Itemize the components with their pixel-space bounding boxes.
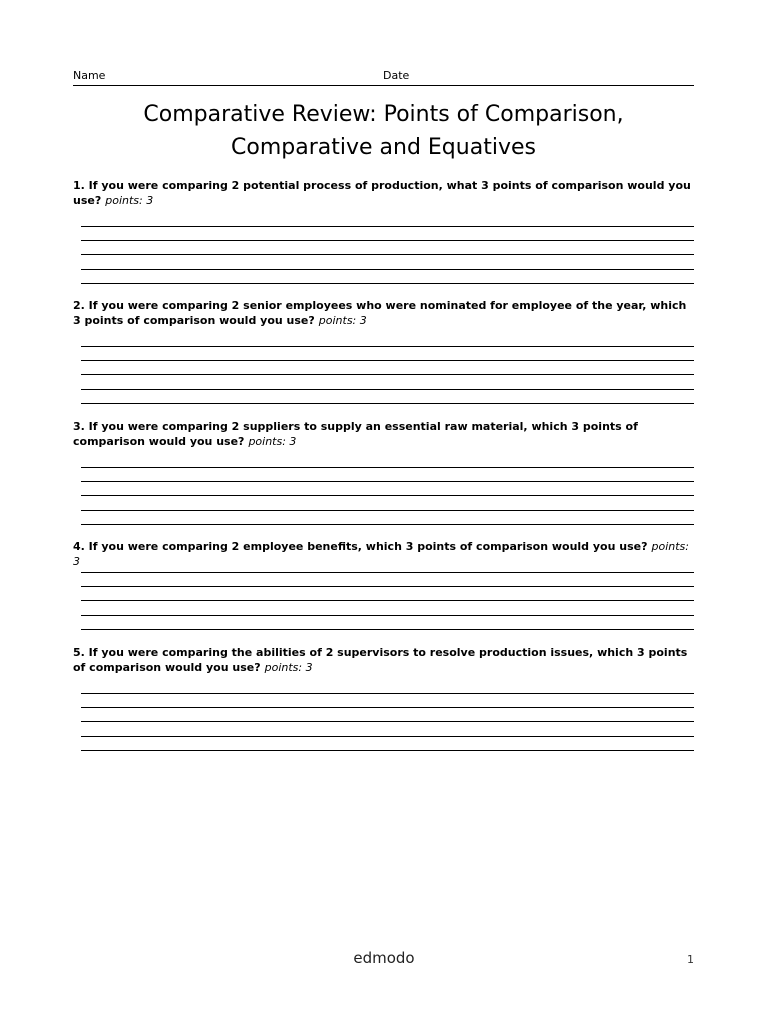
question-text: 4. If you were comparing 2 employee benefits, which 3 points of comparison would you use? points: 3 — [73, 540, 689, 568]
answer-line[interactable] — [81, 467, 694, 468]
answer-line[interactable] — [81, 707, 694, 708]
answer-line[interactable] — [81, 586, 694, 587]
points-label: points: 3 — [73, 540, 689, 568]
answer-line[interactable] — [81, 374, 694, 375]
edmodo-logo: edmodo — [353, 949, 415, 967]
points-label: points: 3 — [264, 661, 313, 674]
answer-line[interactable] — [81, 283, 694, 284]
answer-line[interactable] — [81, 524, 694, 525]
answer-line[interactable] — [81, 721, 694, 722]
question-2 — [73, 298, 694, 328]
points-label: points: 3 — [248, 435, 297, 448]
answer-line[interactable] — [81, 693, 694, 694]
answer-line[interactable] — [81, 346, 694, 347]
answer-line[interactable] — [81, 389, 694, 390]
page-number: 1 — [687, 953, 694, 966]
question-5 — [73, 645, 694, 675]
points-label: points: 3 — [105, 194, 154, 207]
answer-line[interactable] — [81, 629, 694, 630]
question-text: 5. If you were comparing the abilities of 2 supervisors to resolve production issues, which 3 points of comparison would you use? points: 3 — [73, 646, 688, 674]
answer-line[interactable] — [81, 481, 694, 482]
name-label: Name — [73, 69, 106, 82]
points-label: points: 3 — [318, 314, 367, 327]
question-text: 3. If you were comparing 2 suppliers to supply an essential raw material, which 3 points of comparison would you use? points: 3 — [73, 420, 638, 448]
answer-line[interactable] — [81, 510, 694, 511]
answer-line[interactable] — [81, 254, 694, 255]
name-date-header — [73, 69, 694, 86]
answer-line[interactable] — [81, 615, 694, 616]
answer-line[interactable] — [81, 240, 694, 241]
answer-line[interactable] — [81, 495, 694, 496]
title-line-2: Comparative and Equatives — [231, 135, 536, 160]
answer-line[interactable] — [81, 736, 694, 737]
question-4 — [73, 539, 694, 569]
answer-line[interactable] — [81, 600, 694, 601]
answer-line[interactable] — [81, 572, 694, 573]
title-line-1: Comparative Review: Points of Comparison, — [143, 102, 624, 127]
question-1 — [73, 178, 694, 208]
page-title — [73, 98, 694, 164]
answer-line[interactable] — [81, 226, 694, 227]
answer-line[interactable] — [81, 403, 694, 404]
question-3 — [73, 419, 694, 449]
answer-line[interactable] — [81, 360, 694, 361]
question-text: 2. If you were comparing 2 senior employees who were nominated for employee of the year, which 3 points of comparison would you use? points: 3 — [73, 299, 687, 327]
date-label: Date — [383, 69, 410, 82]
answer-line[interactable] — [81, 750, 694, 751]
question-text: 1. If you were comparing 2 potential process of production, what 3 points of comparison would you use? points: 3 — [73, 179, 691, 207]
answer-line[interactable] — [81, 269, 694, 270]
